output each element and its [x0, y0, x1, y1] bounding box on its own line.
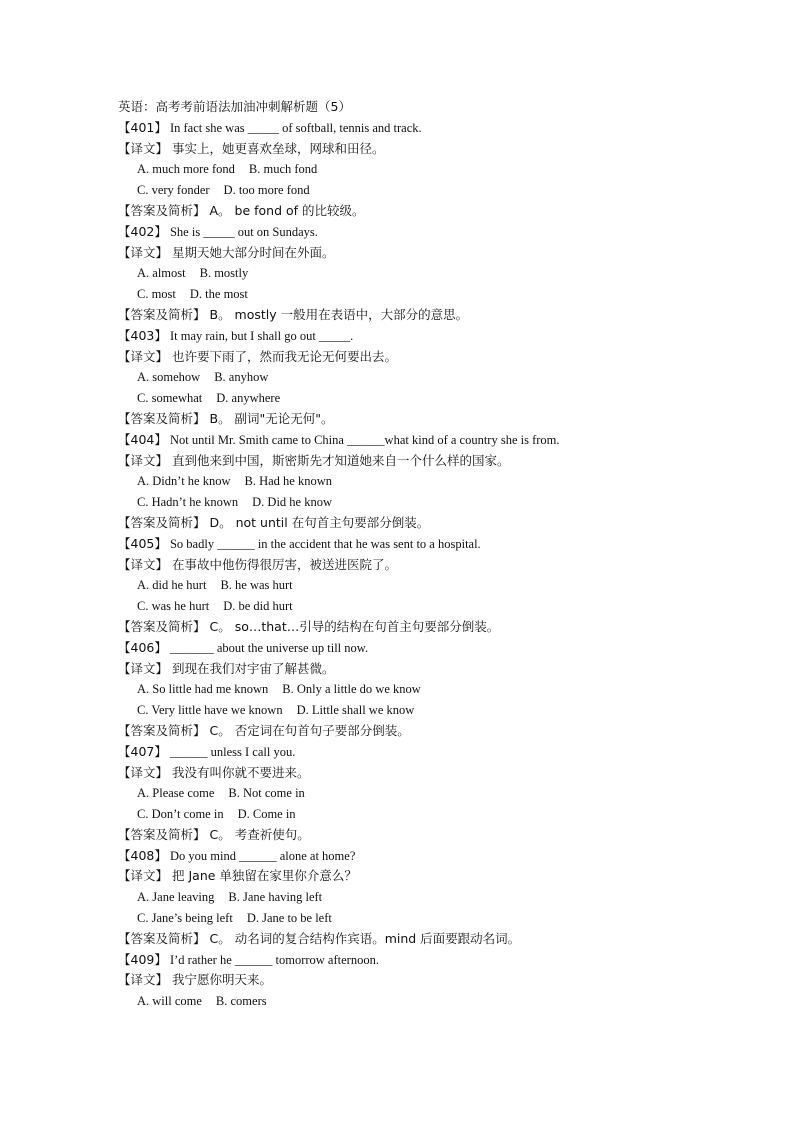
- translation-text: 我没有叫你就不要进来。: [172, 764, 310, 780]
- option-choice: B. comers: [215, 994, 267, 1009]
- option-choice: D. anywhere: [216, 391, 281, 406]
- options-row: [118, 700, 678, 721]
- question-text: Do you mind ______ alone at home?: [169, 848, 356, 863]
- option-choice: A. Jane leaving: [137, 890, 215, 905]
- question-text: ______ unless I call you.: [169, 744, 296, 759]
- question-line: [118, 950, 678, 971]
- translation-line: [118, 866, 678, 887]
- options-row: [118, 492, 678, 513]
- question-line: [118, 326, 678, 347]
- answer-text: B。 副词"无论无何"。: [209, 410, 334, 426]
- option-choice: D. Did he know: [252, 495, 333, 510]
- translation-text: 也许要下雨了，然而我无论无何要出去。: [172, 348, 398, 364]
- translation-line: [118, 347, 678, 368]
- translation-text: 事实上，她更喜欢垒球，网球和田径。: [172, 140, 385, 156]
- option-choice: D. Jane to be left: [246, 911, 332, 926]
- translation-text: 在事故中他伤得很厉害，被送进医院了。: [172, 556, 398, 572]
- question-number: 【403】: [118, 327, 167, 343]
- option-choice: B. Had he known: [244, 474, 333, 489]
- question-number: 【404】: [118, 431, 167, 447]
- option-choice: C. somewhat: [137, 391, 203, 406]
- question-line: [118, 430, 678, 451]
- translation-line: [118, 763, 678, 784]
- answer-text: C。 考查祈使句。: [209, 826, 310, 842]
- page-title: 英语：高考考前语法加油冲刺解析题（5）: [118, 99, 351, 114]
- answer-tag: 【答案及简析】: [118, 514, 206, 530]
- question-text: She is _____ out on Sundays.: [169, 224, 318, 239]
- translation-text: 直到他来到中国，斯密斯先才知道她来自一个什么样的国家。: [172, 452, 510, 468]
- answer-line: [118, 513, 678, 534]
- answer-text: A。 be fond of 的比较级。: [209, 202, 365, 218]
- question-text: So badly ______ in the accident that he was sent to a hospital.: [169, 536, 481, 551]
- question-line: [118, 222, 678, 243]
- document-body: [118, 97, 678, 1012]
- options-row: [118, 575, 678, 596]
- translation-text: 把 Jane 单独留在家里你介意么？: [172, 868, 357, 884]
- option-choice: C. was he hurt: [137, 599, 210, 614]
- translation-tag: 【译文】: [118, 140, 169, 156]
- answer-tag: 【答案及简析】: [118, 202, 206, 218]
- option-choice: A. did he hurt: [137, 578, 207, 593]
- answer-text: D。 not until 在句首主句要部分倒装。: [209, 514, 430, 530]
- answer-line: [118, 201, 678, 222]
- options-row: [118, 991, 678, 1012]
- translation-line: [118, 139, 678, 160]
- answer-tag: 【答案及简析】: [118, 306, 206, 322]
- option-choice: B. much fond: [248, 162, 318, 177]
- option-choice: A. Please come: [137, 786, 215, 801]
- translation-tag: 【译文】: [118, 868, 169, 884]
- answer-line: [118, 825, 678, 846]
- options-row: [118, 159, 678, 180]
- translation-line: [118, 243, 678, 264]
- question-line: [118, 638, 678, 659]
- option-choice: B. mostly: [199, 266, 249, 281]
- question-line: [118, 534, 678, 555]
- option-choice: D. too more fond: [223, 183, 310, 198]
- options-row: [118, 783, 678, 804]
- option-choice: B. he was hurt: [220, 578, 293, 593]
- option-choice: C. Don’t come in: [137, 807, 224, 822]
- answer-tag: 【答案及简析】: [118, 722, 206, 738]
- option-choice: B. anyhow: [214, 370, 269, 385]
- question-number: 【409】: [118, 951, 167, 967]
- answer-text: C。 动名词的复合结构作宾语。mind 后面要跟动名词。: [209, 930, 521, 946]
- option-choice: C. Very little have we known: [137, 703, 283, 718]
- option-choice: B. Not come in: [228, 786, 305, 801]
- option-choice: D. Come in: [237, 807, 296, 822]
- question-number: 【402】: [118, 223, 167, 239]
- option-choice: C. Hadn’t he known: [137, 495, 239, 510]
- option-choice: B. Jane having left: [228, 890, 323, 905]
- translation-tag: 【译文】: [118, 244, 169, 260]
- question-number: 【406】: [118, 639, 167, 655]
- option-choice: C. most: [137, 287, 176, 302]
- option-choice: D. Little shall we know: [296, 703, 415, 718]
- answer-line: [118, 305, 678, 326]
- option-choice: B. Only a little do we know: [282, 682, 421, 697]
- question-text: It may rain, but I shall go out _____.: [169, 328, 354, 343]
- answer-tag: 【答案及简析】: [118, 618, 206, 634]
- question-line: [118, 118, 678, 139]
- question-text: In fact she was _____ of softball, tennis and track.: [169, 120, 422, 135]
- option-choice: A. Didn’t he know: [137, 474, 231, 489]
- answer-line: [118, 929, 678, 950]
- translation-tag: 【译文】: [118, 764, 169, 780]
- question-number: 【408】: [118, 847, 167, 863]
- question-number: 【401】: [118, 119, 167, 135]
- option-choice: A. somehow: [137, 370, 201, 385]
- translation-tag: 【译文】: [118, 348, 169, 364]
- option-choice: A. will come: [137, 994, 202, 1009]
- answer-tag: 【答案及简析】: [118, 410, 206, 426]
- translation-tag: 【译文】: [118, 972, 169, 988]
- translation-line: [118, 659, 678, 680]
- translation-tag: 【译文】: [118, 452, 169, 468]
- question-text: Not until Mr. Smith came to China ______what kind of a country she is from.: [169, 432, 560, 447]
- answer-tag: 【答案及简析】: [118, 826, 206, 842]
- options-row: [118, 679, 678, 700]
- question-text: _______ about the universe up till now.: [169, 640, 369, 655]
- option-choice: D. be did hurt: [223, 599, 293, 614]
- option-choice: C. very fonder: [137, 183, 210, 198]
- options-row: [118, 804, 678, 825]
- options-row: [118, 596, 678, 617]
- question-text: I’d rather he ______ tomorrow afternoon.: [169, 952, 379, 967]
- options-row: [118, 908, 678, 929]
- question-line: [118, 846, 678, 867]
- options-row: [118, 388, 678, 409]
- question-number: 【405】: [118, 535, 167, 551]
- translation-tag: 【译文】: [118, 660, 169, 676]
- translation-tag: 【译文】: [118, 556, 169, 572]
- options-row: [118, 284, 678, 305]
- options-row: [118, 887, 678, 908]
- options-row: [118, 367, 678, 388]
- translation-line: [118, 555, 678, 576]
- translation-text: 星期天她大部分时间在外面。: [172, 244, 335, 260]
- option-choice: C. Jane’s being left: [137, 911, 233, 926]
- answer-tag: 【答案及简析】: [118, 930, 206, 946]
- option-choice: A. So little had me known: [137, 682, 269, 697]
- answer-text: B。 mostly 一般用在表语中，大部分的意思。: [209, 306, 469, 322]
- translation-line: [118, 451, 678, 472]
- option-choice: A. almost: [137, 266, 186, 281]
- answer-line: [118, 617, 678, 638]
- option-choice: A. much more fond: [137, 162, 235, 177]
- answer-text: C。 so…that…引导的结构在句首主句要部分倒装。: [209, 618, 500, 634]
- translation-text: 到现在我们对宇宙了解甚微。: [172, 660, 335, 676]
- translation-line: [118, 970, 678, 991]
- translation-text: 我宁愿你明天来。: [172, 972, 273, 988]
- option-choice: D. the most: [189, 287, 248, 302]
- answer-text: C。 否定词在句首句子要部分倒装。: [209, 722, 410, 738]
- question-line: [118, 742, 678, 763]
- options-row: [118, 263, 678, 284]
- options-row: [118, 471, 678, 492]
- answer-line: [118, 409, 678, 430]
- options-row: [118, 180, 678, 201]
- question-number: 【407】: [118, 743, 167, 759]
- answer-line: [118, 721, 678, 742]
